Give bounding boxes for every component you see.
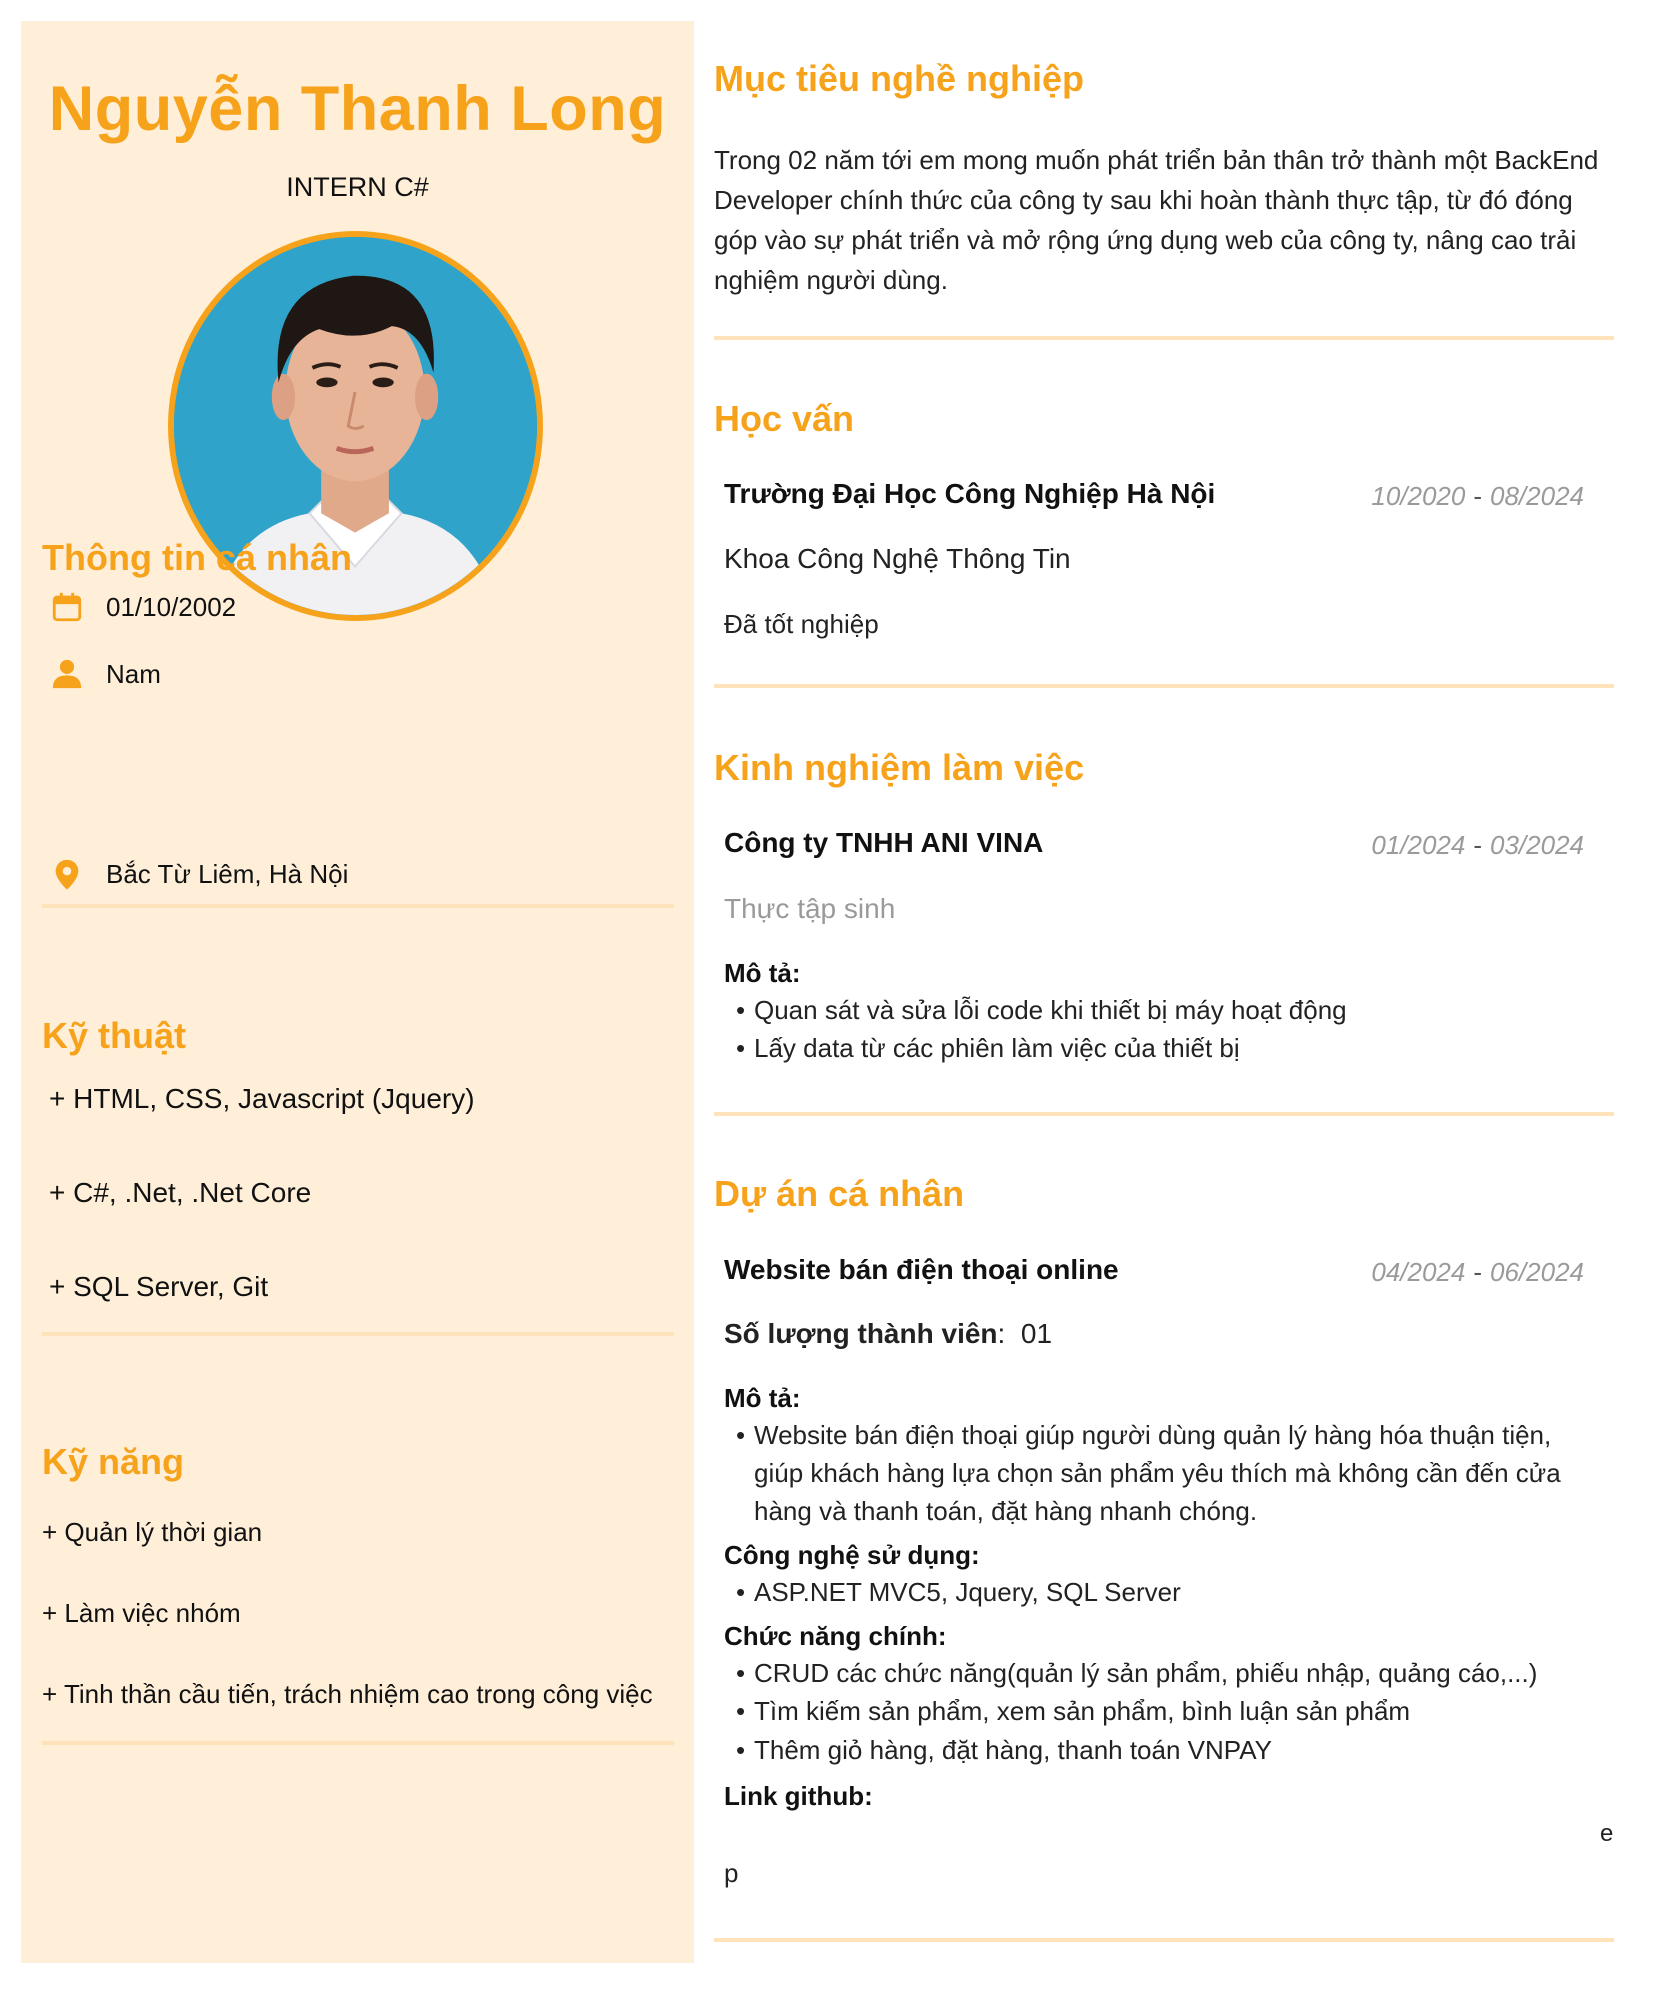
feature-bullet: • CRUD các chức năng(quản lý sản phẩm, phiếu nhập, quảng cáo,...) <box>754 1654 1584 1692</box>
skill-item: + Quản lý thời gian <box>42 1517 263 1547</box>
project-members <box>724 1318 1052 1350</box>
sidebar-divider <box>42 904 674 908</box>
education-heading: Học vấn <box>714 398 855 439</box>
project-dates: 04/2024 - 06/2024 <box>1371 1257 1584 1287</box>
members-colon: : <box>997 1318 1021 1349</box>
github-label: Link github: <box>724 1781 873 1811</box>
project-desc-label: Mô tả: <box>724 1383 801 1413</box>
technical-heading: Kỹ thuật <box>42 1015 186 1056</box>
tech-bullet: • ASP.NET MVC5, Jquery, SQL Server <box>754 1573 1584 1611</box>
birthdate-row <box>42 587 236 627</box>
education-start: 10/2020 <box>1371 481 1466 511</box>
faculty: Khoa Công Nghệ Thông Tin <box>724 543 1071 574</box>
objective-text: Trong 02 năm tới em mong muốn phát triển bản thân trở thành một BackEnd Developer chính thức của công ty sau khi hoàn thành thực tập, từ đó đóng góp vào sự phát triển và mở rộng ứng dụng web của công ty, nâng cao trải nghiệm người dùng. <box>714 145 1599 295</box>
experience-end: 03/2024 <box>1490 830 1584 860</box>
skills-heading: Kỹ năng <box>42 1441 185 1482</box>
sidebar-divider <box>42 1332 674 1336</box>
project-start: 04/2024 <box>1371 1257 1466 1287</box>
gender-value: Nam <box>106 658 161 689</box>
objective-heading: Mục tiêu nghề nghiệp <box>714 58 1084 99</box>
feature-bullet: • Tìm kiếm sản phẩm, xem sản phẩm, bình luận sản phẩm <box>754 1692 1584 1730</box>
calendar-icon <box>50 590 84 624</box>
section-divider <box>714 336 1614 340</box>
section-divider <box>714 1112 1614 1116</box>
project-desc-bullet: • Website bán điện thoại giúp người dùng quản lý hàng hóa thuận tiện, giúp khách hàng lựa chọn sản phẩm yêu thích mà không cần đến cửa hàng và thanh toán, đặt hàng nhanh chóng. <box>754 1416 1584 1530</box>
feature-bullet: • Thêm giỏ hàng, đặt hàng, thanh toán VNPAY <box>754 1731 1584 1769</box>
github-link[interactable]: p <box>724 1858 739 1888</box>
sidebar-divider <box>42 1741 674 1745</box>
candidate-role: INTERN C# <box>286 172 429 202</box>
personal-info-heading: Thông tin cá nhân <box>42 537 352 578</box>
education-dates: 10/2020 - 08/2024 <box>1371 481 1584 511</box>
gender-row <box>42 654 161 694</box>
project-end: 06/2024 <box>1490 1257 1584 1287</box>
address-row <box>42 854 348 894</box>
school-name: Trường Đại Học Công Nghiệp Hà Nội <box>724 478 1216 509</box>
technical-item: + C#, .Net, .Net Core <box>49 1177 312 1208</box>
birthdate-value: 01/10/2002 <box>106 591 237 622</box>
company-name: Công ty TNHH ANI VINA <box>724 827 1044 858</box>
candidate-name: Nguyễn Thanh Long <box>48 74 667 144</box>
address-value: Bắc Từ Liêm, Hà Nội <box>106 858 349 889</box>
sidebar <box>21 21 694 1963</box>
experience-dates: 01/2024 - 03/2024 <box>1371 830 1584 860</box>
project-heading: Dự án cá nhân <box>714 1173 965 1214</box>
project-title: Website bán điện thoại online <box>724 1254 1119 1285</box>
members-label: Số lượng thành viên <box>724 1318 998 1349</box>
education-end: 08/2024 <box>1490 481 1584 511</box>
github-link-fragment: e <box>1600 1820 1614 1847</box>
education-status: Đã tốt nghiệp <box>724 609 879 639</box>
position: Thực tập sinh <box>724 893 896 924</box>
members-value: 01 <box>1020 1318 1053 1349</box>
experience-start: 01/2024 <box>1371 830 1466 860</box>
skill-item: + Làm việc nhóm <box>42 1598 241 1628</box>
person-icon <box>50 657 84 691</box>
features-label: Chức năng chính: <box>724 1621 947 1651</box>
technical-item: + HTML, CSS, Javascript (Jquery) <box>49 1083 475 1114</box>
experience-desc-label: Mô tả: <box>724 958 801 988</box>
experience-bullet: • Quan sát và sửa lỗi code khi thiết bị máy hoạt động <box>754 991 1584 1029</box>
experience-bullet: • Lấy data từ các phiên làm việc của thiết bị <box>754 1029 1584 1067</box>
location-pin-icon <box>50 857 84 891</box>
skill-item: + Tinh thần cầu tiến, trách nhiệm cao trong công việc <box>42 1679 653 1709</box>
technical-item: + SQL Server, Git <box>49 1271 269 1302</box>
section-divider <box>714 684 1614 688</box>
experience-heading: Kinh nghiệm làm việc <box>714 747 1085 788</box>
tech-label: Công nghệ sử dụng: <box>724 1540 980 1570</box>
section-divider <box>714 1938 1614 1942</box>
